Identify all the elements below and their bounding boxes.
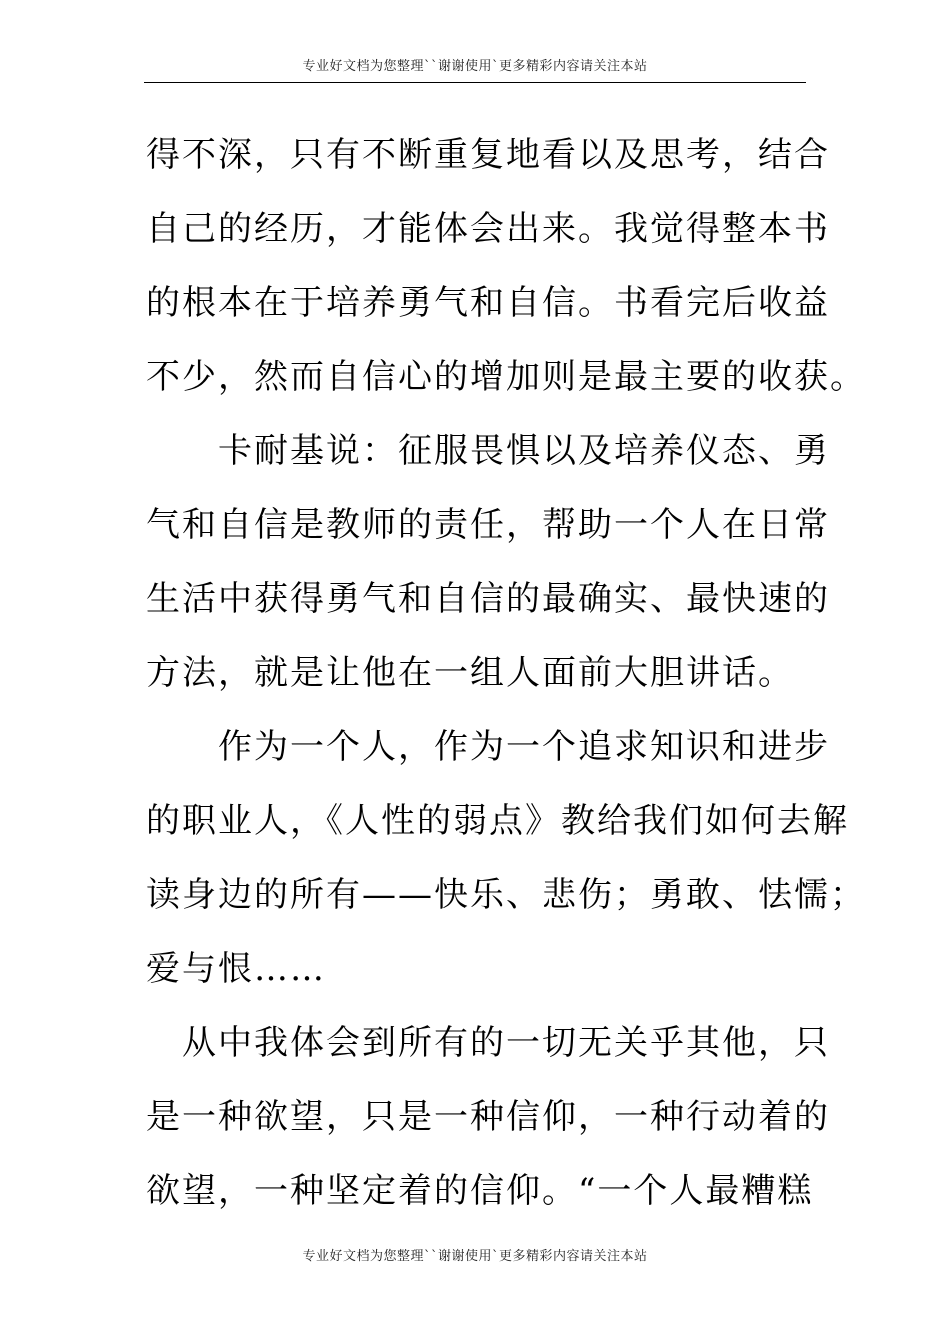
text-line: 读身边的所有——快乐、悲伤；勇敢、怯懦；	[146, 875, 866, 915]
page-footer: 专业好文档为您整理``谢谢使用`更多精彩内容请关注本站	[302, 1249, 648, 1264]
text-line: 气和自信是教师的责任，帮助一个人在日常	[146, 505, 830, 545]
text-line: 方法，就是让他在一组人面前大胆讲话。	[146, 653, 794, 693]
text-line: 不少，然而自信心的增加则是最主要的收获。	[146, 357, 866, 397]
text-line: 从中我体会到所有的一切无关乎其他，只	[146, 1023, 830, 1063]
text-line: 欲望，一种坚定着的信仰。“一个人最糟糕	[146, 1171, 814, 1211]
header-divider	[144, 82, 806, 83]
text-line: 作为一个人，作为一个追求知识和进步	[146, 727, 830, 767]
text-line: 得不深，只有不断重复地看以及思考，结合	[146, 135, 830, 175]
text-line: 自己的经历，才能体会出来。我觉得整本书	[146, 209, 830, 249]
text-line: 是一种欲望，只是一种信仰，一种行动着的	[146, 1097, 830, 1137]
text-line: 卡耐基说：征服畏惧以及培养仪态、勇	[146, 431, 830, 471]
text-line: 生活中获得勇气和自信的最确实、最快速的	[146, 579, 830, 619]
text-line: 的职业人，《人性的弱点》教给我们如何去解	[146, 801, 849, 841]
text-line: 爱与恨……	[146, 949, 326, 989]
body-text	[146, 118, 866, 1228]
page-header: 专业好文档为您整理``谢谢使用`更多精彩内容请关注本站	[302, 59, 648, 74]
text-line: 的根本在于培养勇气和自信。书看完后收益	[146, 283, 830, 323]
